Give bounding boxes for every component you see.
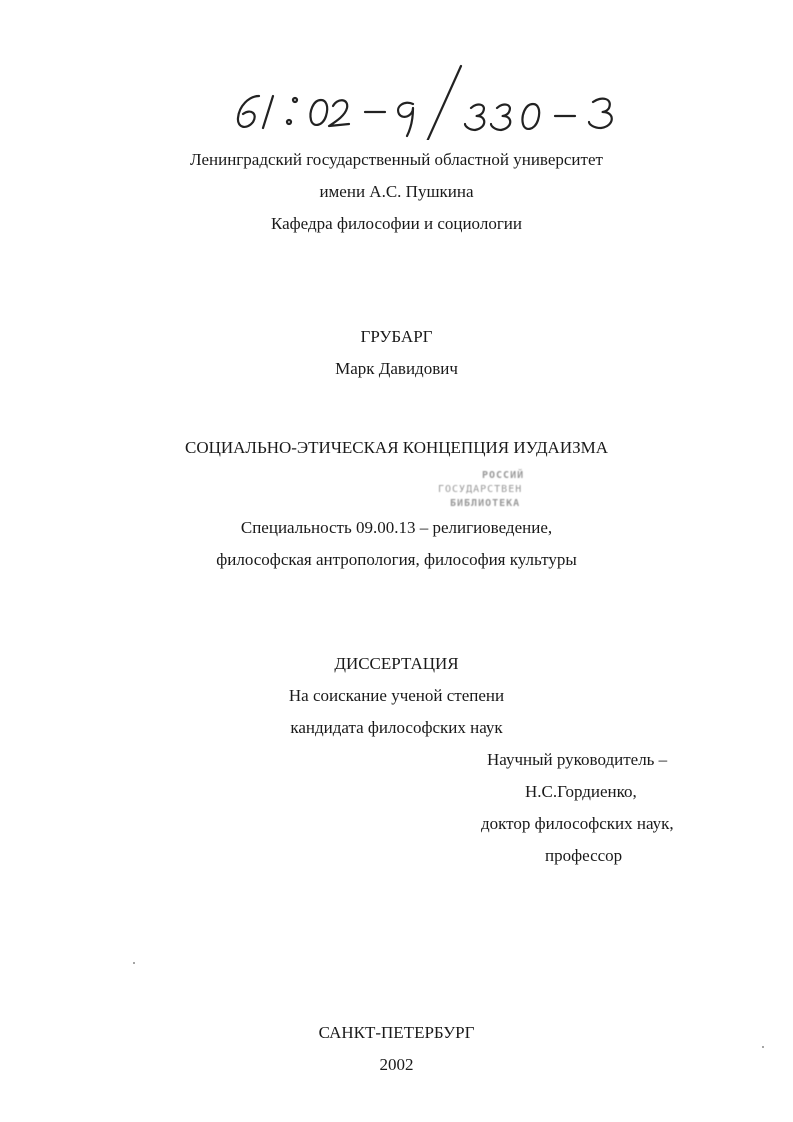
university-name: Ленинградский государственный областной университет <box>190 150 603 169</box>
handwritten-catalog-code <box>225 62 635 140</box>
specialty-line-2: философская антропология, философия культуры <box>216 550 577 569</box>
supervisor-name: Н.С.Гордиенко, <box>525 782 637 801</box>
stamp-line-3: БИБЛИОТЕКА <box>450 498 521 509</box>
thesis-title: СОЦИАЛЬНО-ЭТИЧЕСКАЯ КОНЦЕПЦИЯ ИУДАИЗМА <box>184 438 609 457</box>
document-type: ДИССЕРТАЦИЯ <box>334 654 459 673</box>
library-stamp <box>430 470 590 516</box>
supervisor-degree: доктор философских наук, <box>481 814 674 833</box>
specialty-line-1: Специальность 09.00.13 – религиоведение, <box>240 518 553 537</box>
supervisor-title: профессор <box>545 846 623 865</box>
scan-speck <box>133 962 135 964</box>
department-name: Кафедра философии и социологии <box>271 214 522 233</box>
degree-purpose-line-1: На соискание ученой степени <box>288 686 505 705</box>
year: 2002 <box>379 1055 414 1074</box>
author-given-names: Марк Давидович <box>335 359 458 378</box>
degree-purpose-line-2: кандидата философских наук <box>290 718 503 737</box>
stamp-line-1: РОССИЙ <box>482 470 525 481</box>
university-named-after: имени А.С. Пушкина <box>319 182 474 201</box>
author-surname: ГРУБАРГ <box>360 327 433 346</box>
scan-speck <box>762 1046 764 1048</box>
city: САНКТ-ПЕТЕРБУРГ <box>318 1023 475 1042</box>
stamp-line-2: ГОСУДАРСТВЕН <box>438 484 523 495</box>
supervisor-role: Научный руководитель – <box>487 750 668 769</box>
handwritten-code-drawing <box>225 62 635 140</box>
